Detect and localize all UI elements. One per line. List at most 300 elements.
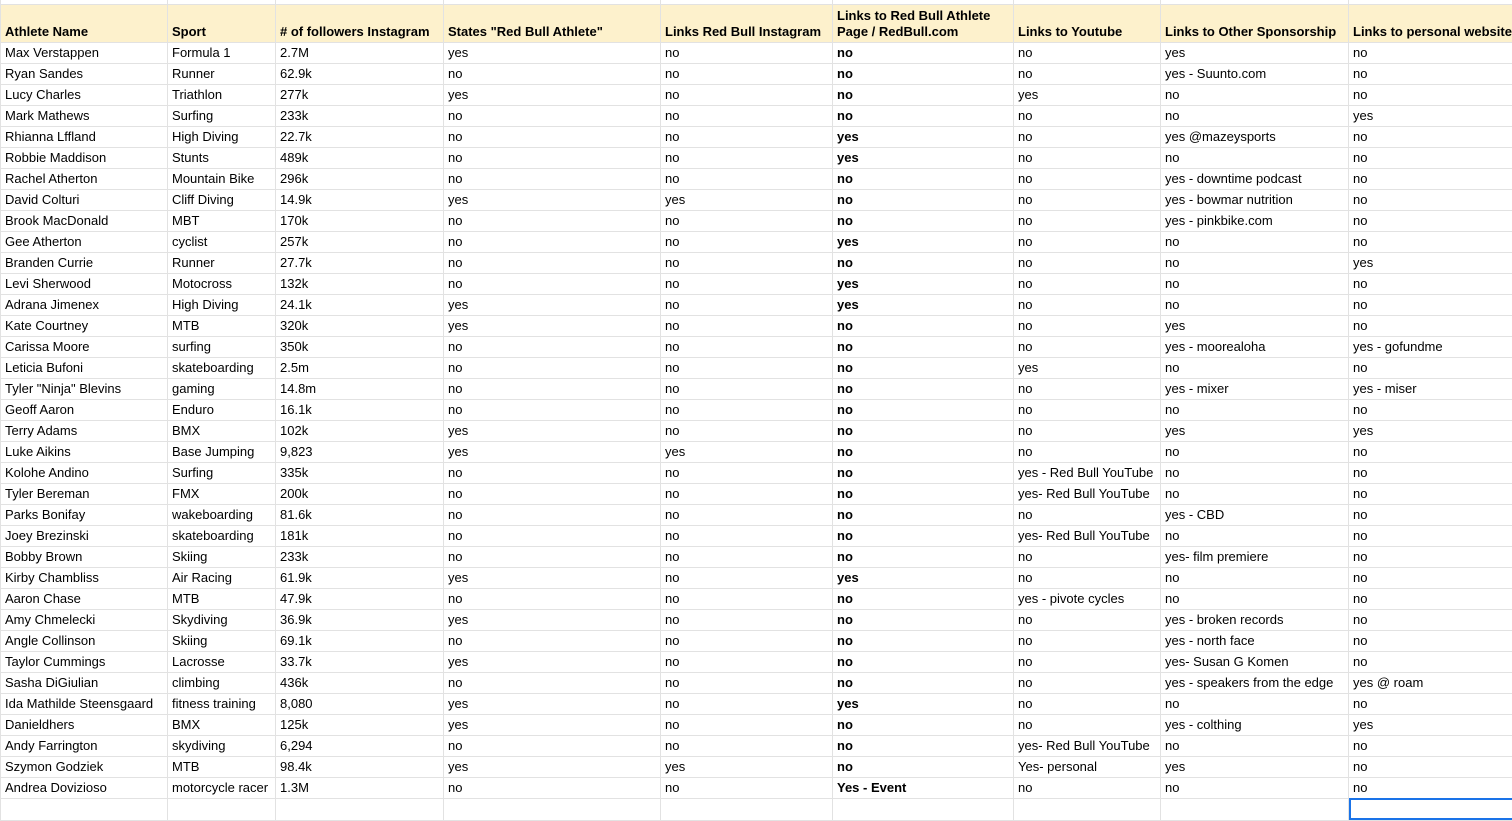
cell-links-red-bull-instagram[interactable]: no — [661, 105, 833, 126]
cell-links-youtube[interactable]: no — [1014, 441, 1161, 462]
cell-instagram-followers[interactable]: 2.5m — [276, 357, 444, 378]
cell-links-personal-website[interactable]: no — [1349, 525, 1512, 546]
cell-sport[interactable]: gaming — [168, 378, 276, 399]
cell-athlete-name[interactable]: Tyler Bereman — [1, 483, 168, 504]
cell-links-other-sponsorship[interactable]: no — [1161, 483, 1349, 504]
cell-athlete-name[interactable]: Ida Mathilde Steensgaard — [1, 693, 168, 714]
cell-links-personal-website[interactable]: no — [1349, 210, 1512, 231]
cell-sport[interactable]: MBT — [168, 210, 276, 231]
cell-sport[interactable]: Surfing — [168, 105, 276, 126]
cell-links-other-sponsorship[interactable]: no — [1161, 147, 1349, 168]
cell-states-red-bull-athlete[interactable]: no — [444, 588, 661, 609]
cell-links-red-bull-instagram[interactable]: no — [661, 420, 833, 441]
cell-instagram-followers[interactable]: 36.9k — [276, 609, 444, 630]
cell-links-red-bull-athlete-page[interactable]: no — [833, 336, 1014, 357]
cell-links-red-bull-athlete-page[interactable]: yes — [833, 231, 1014, 252]
cell-links-red-bull-instagram[interactable]: no — [661, 525, 833, 546]
cell-states-red-bull-athlete[interactable]: no — [444, 462, 661, 483]
cell-links-red-bull-instagram[interactable]: no — [661, 735, 833, 756]
cell-links-other-sponsorship[interactable]: yes — [1161, 420, 1349, 441]
cell-athlete-name[interactable]: Kate Courtney — [1, 315, 168, 336]
cell-sport[interactable]: Surfing — [168, 462, 276, 483]
cell-instagram-followers[interactable]: 81.6k — [276, 504, 444, 525]
cell-sport[interactable]: Cliff Diving — [168, 189, 276, 210]
cell-instagram-followers[interactable]: 98.4k — [276, 756, 444, 777]
cell-links-youtube[interactable]: yes - pivote cycles — [1014, 588, 1161, 609]
cell-links-personal-website[interactable]: no — [1349, 588, 1512, 609]
cell-sport[interactable]: fitness training — [168, 693, 276, 714]
cell-links-red-bull-instagram[interactable]: no — [661, 63, 833, 84]
cell-states-red-bull-athlete[interactable]: no — [444, 357, 661, 378]
cell-links-personal-website[interactable]: no — [1349, 756, 1512, 777]
cell-links-red-bull-instagram[interactable]: no — [661, 651, 833, 672]
cell-links-youtube[interactable]: no — [1014, 546, 1161, 567]
cell-states-red-bull-athlete[interactable]: no — [444, 672, 661, 693]
cell-states-red-bull-athlete[interactable]: no — [444, 63, 661, 84]
cell-links-red-bull-instagram[interactable]: no — [661, 567, 833, 588]
cell-athlete-name[interactable]: Andy Farrington — [1, 735, 168, 756]
cell-instagram-followers[interactable]: 33.7k — [276, 651, 444, 672]
cell-states-red-bull-athlete[interactable]: yes — [444, 420, 661, 441]
cell-states-red-bull-athlete[interactable]: yes — [444, 294, 661, 315]
cell-links-red-bull-instagram[interactable]: no — [661, 210, 833, 231]
cell-links-red-bull-instagram[interactable]: no — [661, 630, 833, 651]
cell-links-other-sponsorship[interactable]: yes — [1161, 756, 1349, 777]
cell-links-youtube[interactable]: no — [1014, 315, 1161, 336]
cell-athlete-name[interactable]: Carissa Moore — [1, 336, 168, 357]
cell-links-red-bull-instagram[interactable]: no — [661, 399, 833, 420]
cell-links-youtube[interactable]: no — [1014, 714, 1161, 735]
cell-links-red-bull-athlete-page[interactable]: yes — [833, 567, 1014, 588]
empty-cell[interactable] — [1349, 798, 1512, 820]
cell-sport[interactable]: Stunts — [168, 147, 276, 168]
cell-sport[interactable]: High Diving — [168, 126, 276, 147]
cell-instagram-followers[interactable]: 14.9k — [276, 189, 444, 210]
cell-links-red-bull-instagram[interactable]: no — [661, 336, 833, 357]
cell-links-red-bull-instagram[interactable]: no — [661, 252, 833, 273]
cell-links-red-bull-athlete-page[interactable]: yes — [833, 126, 1014, 147]
cell-links-red-bull-instagram[interactable]: no — [661, 504, 833, 525]
cell-instagram-followers[interactable]: 47.9k — [276, 588, 444, 609]
cell-links-other-sponsorship[interactable]: no — [1161, 357, 1349, 378]
header-cell-links-personal-website[interactable]: Links to personal website — [1349, 4, 1512, 42]
cell-links-red-bull-athlete-page[interactable]: no — [833, 420, 1014, 441]
cell-links-red-bull-athlete-page[interactable]: no — [833, 630, 1014, 651]
cell-states-red-bull-athlete[interactable]: no — [444, 252, 661, 273]
cell-links-youtube[interactable]: no — [1014, 294, 1161, 315]
cell-links-youtube[interactable]: yes — [1014, 357, 1161, 378]
cell-links-youtube[interactable]: no — [1014, 693, 1161, 714]
cell-athlete-name[interactable]: Kirby Chambliss — [1, 567, 168, 588]
cell-links-red-bull-athlete-page[interactable]: yes — [833, 147, 1014, 168]
cell-links-red-bull-instagram[interactable]: no — [661, 588, 833, 609]
cell-links-youtube[interactable]: no — [1014, 63, 1161, 84]
cell-athlete-name[interactable]: Robbie Maddison — [1, 147, 168, 168]
cell-links-other-sponsorship[interactable]: no — [1161, 231, 1349, 252]
cell-links-youtube[interactable]: Yes- personal — [1014, 756, 1161, 777]
cell-links-red-bull-athlete-page[interactable]: no — [833, 105, 1014, 126]
cell-links-other-sponsorship[interactable]: yes- film premiere — [1161, 546, 1349, 567]
cell-links-red-bull-instagram[interactable]: no — [661, 357, 833, 378]
cell-links-red-bull-instagram[interactable]: no — [661, 147, 833, 168]
cell-sport[interactable]: surfing — [168, 336, 276, 357]
cell-links-personal-website[interactable]: no — [1349, 567, 1512, 588]
cell-links-other-sponsorship[interactable]: no — [1161, 588, 1349, 609]
cell-athlete-name[interactable]: Amy Chmelecki — [1, 609, 168, 630]
cell-states-red-bull-athlete[interactable]: yes — [444, 441, 661, 462]
cell-sport[interactable]: Skydiving — [168, 609, 276, 630]
cell-links-red-bull-athlete-page[interactable]: yes — [833, 693, 1014, 714]
cell-athlete-name[interactable]: Bobby Brown — [1, 546, 168, 567]
cell-athlete-name[interactable]: Danieldhers — [1, 714, 168, 735]
empty-cell[interactable] — [833, 798, 1014, 820]
cell-sport[interactable]: Motocross — [168, 273, 276, 294]
cell-links-youtube[interactable]: no — [1014, 651, 1161, 672]
cell-links-other-sponsorship[interactable]: no — [1161, 462, 1349, 483]
cell-links-red-bull-instagram[interactable]: no — [661, 462, 833, 483]
cell-athlete-name[interactable]: Sasha DiGiulian — [1, 672, 168, 693]
cell-athlete-name[interactable]: Branden Currie — [1, 252, 168, 273]
cell-links-personal-website[interactable]: no — [1349, 651, 1512, 672]
cell-links-red-bull-instagram[interactable]: no — [661, 294, 833, 315]
cell-links-red-bull-instagram[interactable]: no — [661, 672, 833, 693]
cell-links-other-sponsorship[interactable]: yes - broken records — [1161, 609, 1349, 630]
cell-instagram-followers[interactable]: 436k — [276, 672, 444, 693]
cell-sport[interactable]: Runner — [168, 63, 276, 84]
cell-links-other-sponsorship[interactable]: no — [1161, 399, 1349, 420]
cell-links-personal-website[interactable]: no — [1349, 147, 1512, 168]
cell-athlete-name[interactable]: Mark Mathews — [1, 105, 168, 126]
empty-cell[interactable] — [168, 798, 276, 820]
empty-cell[interactable] — [1161, 798, 1349, 820]
empty-cell[interactable] — [1, 798, 168, 820]
cell-links-red-bull-instagram[interactable]: no — [661, 483, 833, 504]
cell-links-other-sponsorship[interactable]: yes - mixer — [1161, 378, 1349, 399]
cell-instagram-followers[interactable]: 102k — [276, 420, 444, 441]
cell-states-red-bull-athlete[interactable]: no — [444, 210, 661, 231]
cell-athlete-name[interactable]: Brook MacDonald — [1, 210, 168, 231]
cell-states-red-bull-athlete[interactable]: yes — [444, 714, 661, 735]
cell-links-personal-website[interactable]: no — [1349, 231, 1512, 252]
header-cell-links-other-sponsorship[interactable]: Links to Other Sponsorship — [1161, 4, 1349, 42]
cell-links-red-bull-instagram[interactable]: no — [661, 693, 833, 714]
cell-athlete-name[interactable]: Gee Atherton — [1, 231, 168, 252]
cell-athlete-name[interactable]: Taylor Cummings — [1, 651, 168, 672]
cell-athlete-name[interactable]: Kolohe Andino — [1, 462, 168, 483]
cell-links-other-sponsorship[interactable]: no — [1161, 273, 1349, 294]
cell-instagram-followers[interactable]: 125k — [276, 714, 444, 735]
cell-links-other-sponsorship[interactable]: yes - bowmar nutrition — [1161, 189, 1349, 210]
cell-links-personal-website[interactable]: no — [1349, 126, 1512, 147]
cell-links-personal-website[interactable]: no — [1349, 483, 1512, 504]
cell-links-personal-website[interactable]: no — [1349, 630, 1512, 651]
cell-links-red-bull-instagram[interactable]: yes — [661, 189, 833, 210]
cell-athlete-name[interactable]: Rachel Atherton — [1, 168, 168, 189]
cell-instagram-followers[interactable]: 24.1k — [276, 294, 444, 315]
cell-links-red-bull-instagram[interactable]: no — [661, 126, 833, 147]
cell-links-personal-website[interactable]: no — [1349, 315, 1512, 336]
cell-instagram-followers[interactable]: 233k — [276, 105, 444, 126]
header-cell-states-red-bull-athlete[interactable]: States "Red Bull Athlete" — [444, 4, 661, 42]
cell-athlete-name[interactable]: David Colturi — [1, 189, 168, 210]
cell-links-youtube[interactable]: no — [1014, 504, 1161, 525]
cell-instagram-followers[interactable]: 489k — [276, 147, 444, 168]
cell-links-other-sponsorship[interactable]: yes - downtime podcast — [1161, 168, 1349, 189]
cell-links-youtube[interactable]: no — [1014, 273, 1161, 294]
cell-states-red-bull-athlete[interactable]: yes — [444, 315, 661, 336]
cell-links-personal-website[interactable]: yes — [1349, 252, 1512, 273]
cell-states-red-bull-athlete[interactable]: no — [444, 231, 661, 252]
cell-links-red-bull-athlete-page[interactable]: no — [833, 252, 1014, 273]
cell-instagram-followers[interactable]: 181k — [276, 525, 444, 546]
cell-links-red-bull-instagram[interactable]: no — [661, 609, 833, 630]
cell-sport[interactable]: motorcycle racer — [168, 777, 276, 798]
cell-links-other-sponsorship[interactable]: no — [1161, 441, 1349, 462]
cell-links-youtube[interactable]: no — [1014, 252, 1161, 273]
header-cell-links-red-bull-instagram[interactable]: Links Red Bull Instagram — [661, 4, 833, 42]
cell-links-youtube[interactable]: yes - Red Bull YouTube — [1014, 462, 1161, 483]
cell-sport[interactable]: BMX — [168, 420, 276, 441]
cell-sport[interactable]: skateboarding — [168, 357, 276, 378]
cell-sport[interactable]: Skiing — [168, 546, 276, 567]
cell-states-red-bull-athlete[interactable]: no — [444, 525, 661, 546]
cell-links-red-bull-instagram[interactable]: no — [661, 546, 833, 567]
cell-states-red-bull-athlete[interactable]: no — [444, 105, 661, 126]
cell-links-personal-website[interactable]: no — [1349, 294, 1512, 315]
cell-links-red-bull-instagram[interactable]: yes — [661, 441, 833, 462]
cell-links-red-bull-athlete-page[interactable]: no — [833, 84, 1014, 105]
cell-states-red-bull-athlete[interactable]: yes — [444, 756, 661, 777]
cell-athlete-name[interactable]: Angle Collinson — [1, 630, 168, 651]
cell-athlete-name[interactable]: Parks Bonifay — [1, 504, 168, 525]
header-cell-athlete-name[interactable]: Athlete Name — [1, 4, 168, 42]
cell-links-youtube[interactable]: no — [1014, 105, 1161, 126]
cell-links-red-bull-instagram[interactable]: no — [661, 714, 833, 735]
cell-athlete-name[interactable]: Andrea Dovizioso — [1, 777, 168, 798]
cell-links-other-sponsorship[interactable]: no — [1161, 105, 1349, 126]
cell-links-youtube[interactable]: no — [1014, 231, 1161, 252]
cell-instagram-followers[interactable]: 170k — [276, 210, 444, 231]
cell-instagram-followers[interactable]: 257k — [276, 231, 444, 252]
cell-athlete-name[interactable]: Leticia Bufoni — [1, 357, 168, 378]
cell-states-red-bull-athlete[interactable]: no — [444, 126, 661, 147]
cell-states-red-bull-athlete[interactable]: no — [444, 630, 661, 651]
cell-instagram-followers[interactable]: 61.9k — [276, 567, 444, 588]
cell-instagram-followers[interactable]: 233k — [276, 546, 444, 567]
cell-links-youtube[interactable]: no — [1014, 777, 1161, 798]
cell-links-youtube[interactable]: yes- Red Bull YouTube — [1014, 483, 1161, 504]
cell-sport[interactable]: FMX — [168, 483, 276, 504]
cell-links-other-sponsorship[interactable]: yes - Suunto.com — [1161, 63, 1349, 84]
cell-states-red-bull-athlete[interactable]: no — [444, 504, 661, 525]
cell-sport[interactable]: Air Racing — [168, 567, 276, 588]
empty-cell[interactable] — [276, 798, 444, 820]
cell-links-red-bull-athlete-page[interactable]: no — [833, 609, 1014, 630]
cell-sport[interactable]: Triathlon — [168, 84, 276, 105]
cell-links-red-bull-athlete-page[interactable]: no — [833, 483, 1014, 504]
cell-sport[interactable]: Enduro — [168, 399, 276, 420]
cell-links-red-bull-athlete-page[interactable]: no — [833, 735, 1014, 756]
cell-instagram-followers[interactable]: 8,080 — [276, 693, 444, 714]
cell-links-other-sponsorship[interactable]: yes- Susan G Komen — [1161, 651, 1349, 672]
cell-athlete-name[interactable]: Joey Brezinski — [1, 525, 168, 546]
cell-sport[interactable]: Runner — [168, 252, 276, 273]
cell-instagram-followers[interactable]: 62.9k — [276, 63, 444, 84]
cell-states-red-bull-athlete[interactable]: yes — [444, 84, 661, 105]
cell-links-red-bull-athlete-page[interactable]: no — [833, 441, 1014, 462]
cell-links-personal-website[interactable]: yes — [1349, 420, 1512, 441]
cell-athlete-name[interactable]: Szymon Godziek — [1, 756, 168, 777]
cell-links-red-bull-instagram[interactable]: yes — [661, 756, 833, 777]
cell-links-red-bull-instagram[interactable]: no — [661, 231, 833, 252]
cell-links-other-sponsorship[interactable]: no — [1161, 294, 1349, 315]
cell-instagram-followers[interactable]: 132k — [276, 273, 444, 294]
empty-cell[interactable] — [444, 798, 661, 820]
cell-links-youtube[interactable]: no — [1014, 567, 1161, 588]
cell-links-red-bull-athlete-page[interactable]: no — [833, 168, 1014, 189]
cell-links-other-sponsorship[interactable]: yes — [1161, 42, 1349, 63]
cell-states-red-bull-athlete[interactable]: no — [444, 735, 661, 756]
cell-athlete-name[interactable]: Ryan Sandes — [1, 63, 168, 84]
cell-links-personal-website[interactable]: no — [1349, 546, 1512, 567]
cell-instagram-followers[interactable]: 16.1k — [276, 399, 444, 420]
cell-instagram-followers[interactable]: 200k — [276, 483, 444, 504]
cell-links-red-bull-athlete-page[interactable]: yes — [833, 273, 1014, 294]
cell-links-personal-website[interactable]: no — [1349, 777, 1512, 798]
cell-links-red-bull-athlete-page[interactable]: no — [833, 756, 1014, 777]
cell-athlete-name[interactable]: Geoff Aaron — [1, 399, 168, 420]
cell-links-youtube[interactable]: no — [1014, 672, 1161, 693]
cell-links-red-bull-athlete-page[interactable]: Yes - Event — [833, 777, 1014, 798]
cell-links-personal-website[interactable]: no — [1349, 84, 1512, 105]
cell-links-other-sponsorship[interactable]: no — [1161, 693, 1349, 714]
cell-sport[interactable]: Mountain Bike — [168, 168, 276, 189]
cell-sport[interactable]: skydiving — [168, 735, 276, 756]
cell-links-youtube[interactable]: no — [1014, 420, 1161, 441]
cell-links-personal-website[interactable]: no — [1349, 357, 1512, 378]
cell-instagram-followers[interactable]: 27.7k — [276, 252, 444, 273]
cell-links-red-bull-instagram[interactable]: no — [661, 378, 833, 399]
cell-links-personal-website[interactable]: yes - miser — [1349, 378, 1512, 399]
cell-instagram-followers[interactable]: 320k — [276, 315, 444, 336]
cell-states-red-bull-athlete[interactable]: no — [444, 483, 661, 504]
cell-links-red-bull-athlete-page[interactable]: no — [833, 462, 1014, 483]
cell-sport[interactable]: MTB — [168, 756, 276, 777]
cell-links-youtube[interactable]: no — [1014, 168, 1161, 189]
cell-links-personal-website[interactable]: no — [1349, 273, 1512, 294]
cell-links-personal-website[interactable]: no — [1349, 609, 1512, 630]
cell-athlete-name[interactable]: Max Verstappen — [1, 42, 168, 63]
cell-links-youtube[interactable]: no — [1014, 378, 1161, 399]
cell-sport[interactable]: climbing — [168, 672, 276, 693]
cell-states-red-bull-athlete[interactable]: no — [444, 399, 661, 420]
cell-sport[interactable]: MTB — [168, 315, 276, 336]
cell-links-youtube[interactable]: no — [1014, 147, 1161, 168]
cell-athlete-name[interactable]: Tyler "Ninja" Blevins — [1, 378, 168, 399]
cell-links-other-sponsorship[interactable]: no — [1161, 567, 1349, 588]
cell-links-personal-website[interactable]: no — [1349, 42, 1512, 63]
cell-links-other-sponsorship[interactable]: yes - north face — [1161, 630, 1349, 651]
cell-instagram-followers[interactable]: 14.8m — [276, 378, 444, 399]
cell-instagram-followers[interactable]: 69.1k — [276, 630, 444, 651]
cell-states-red-bull-athlete[interactable]: no — [444, 147, 661, 168]
cell-athlete-name[interactable]: Levi Sherwood — [1, 273, 168, 294]
cell-links-red-bull-athlete-page[interactable]: no — [833, 672, 1014, 693]
cell-states-red-bull-athlete[interactable]: yes — [444, 693, 661, 714]
header-cell-sport[interactable]: Sport — [168, 4, 276, 42]
cell-sport[interactable]: Lacrosse — [168, 651, 276, 672]
cell-links-youtube[interactable]: no — [1014, 189, 1161, 210]
cell-links-red-bull-instagram[interactable]: no — [661, 273, 833, 294]
cell-links-red-bull-instagram[interactable]: no — [661, 84, 833, 105]
cell-links-red-bull-athlete-page[interactable]: no — [833, 210, 1014, 231]
cell-sport[interactable]: skateboarding — [168, 525, 276, 546]
cell-instagram-followers[interactable]: 22.7k — [276, 126, 444, 147]
cell-links-youtube[interactable]: no — [1014, 210, 1161, 231]
cell-links-personal-website[interactable]: yes @ roam — [1349, 672, 1512, 693]
cell-states-red-bull-athlete[interactable]: no — [444, 777, 661, 798]
cell-states-red-bull-athlete[interactable]: no — [444, 378, 661, 399]
cell-sport[interactable]: MTB — [168, 588, 276, 609]
cell-athlete-name[interactable]: Luke Aikins — [1, 441, 168, 462]
cell-athlete-name[interactable]: Terry Adams — [1, 420, 168, 441]
cell-links-red-bull-instagram[interactable]: no — [661, 315, 833, 336]
cell-athlete-name[interactable]: Aaron Chase — [1, 588, 168, 609]
cell-links-red-bull-athlete-page[interactable]: no — [833, 588, 1014, 609]
cell-links-youtube[interactable]: no — [1014, 126, 1161, 147]
cell-links-personal-website[interactable]: no — [1349, 168, 1512, 189]
cell-links-personal-website[interactable]: no — [1349, 399, 1512, 420]
cell-links-youtube[interactable]: no — [1014, 336, 1161, 357]
cell-states-red-bull-athlete[interactable]: no — [444, 168, 661, 189]
cell-links-other-sponsorship[interactable]: no — [1161, 252, 1349, 273]
cell-links-personal-website[interactable]: yes - gofundme — [1349, 336, 1512, 357]
cell-instagram-followers[interactable]: 9,823 — [276, 441, 444, 462]
cell-links-red-bull-athlete-page[interactable]: no — [833, 714, 1014, 735]
cell-links-youtube[interactable]: no — [1014, 399, 1161, 420]
cell-links-personal-website[interactable]: yes — [1349, 714, 1512, 735]
cell-states-red-bull-athlete[interactable]: no — [444, 546, 661, 567]
cell-sport[interactable]: High Diving — [168, 294, 276, 315]
cell-athlete-name[interactable]: Adrana Jimenex — [1, 294, 168, 315]
cell-links-youtube[interactable]: no — [1014, 609, 1161, 630]
cell-links-red-bull-athlete-page[interactable]: yes — [833, 294, 1014, 315]
cell-links-personal-website[interactable]: no — [1349, 735, 1512, 756]
cell-links-red-bull-instagram[interactable]: no — [661, 42, 833, 63]
cell-links-red-bull-athlete-page[interactable]: no — [833, 546, 1014, 567]
cell-links-personal-website[interactable]: no — [1349, 63, 1512, 84]
cell-links-red-bull-athlete-page[interactable]: no — [833, 651, 1014, 672]
cell-links-other-sponsorship[interactable]: yes - colthing — [1161, 714, 1349, 735]
cell-links-youtube[interactable]: yes — [1014, 84, 1161, 105]
cell-sport[interactable]: Formula 1 — [168, 42, 276, 63]
cell-links-red-bull-athlete-page[interactable]: no — [833, 378, 1014, 399]
cell-athlete-name[interactable]: Lucy Charles — [1, 84, 168, 105]
cell-links-red-bull-athlete-page[interactable]: no — [833, 504, 1014, 525]
cell-links-other-sponsorship[interactable]: no — [1161, 84, 1349, 105]
cell-states-red-bull-athlete[interactable]: yes — [444, 609, 661, 630]
cell-instagram-followers[interactable]: 296k — [276, 168, 444, 189]
cell-links-red-bull-athlete-page[interactable]: no — [833, 63, 1014, 84]
cell-links-other-sponsorship[interactable]: yes — [1161, 315, 1349, 336]
cell-sport[interactable]: BMX — [168, 714, 276, 735]
cell-links-youtube[interactable]: no — [1014, 630, 1161, 651]
cell-instagram-followers[interactable]: 1.3M — [276, 777, 444, 798]
cell-sport[interactable]: Skiing — [168, 630, 276, 651]
cell-links-personal-website[interactable]: no — [1349, 189, 1512, 210]
cell-instagram-followers[interactable]: 350k — [276, 336, 444, 357]
cell-links-personal-website[interactable]: yes — [1349, 105, 1512, 126]
